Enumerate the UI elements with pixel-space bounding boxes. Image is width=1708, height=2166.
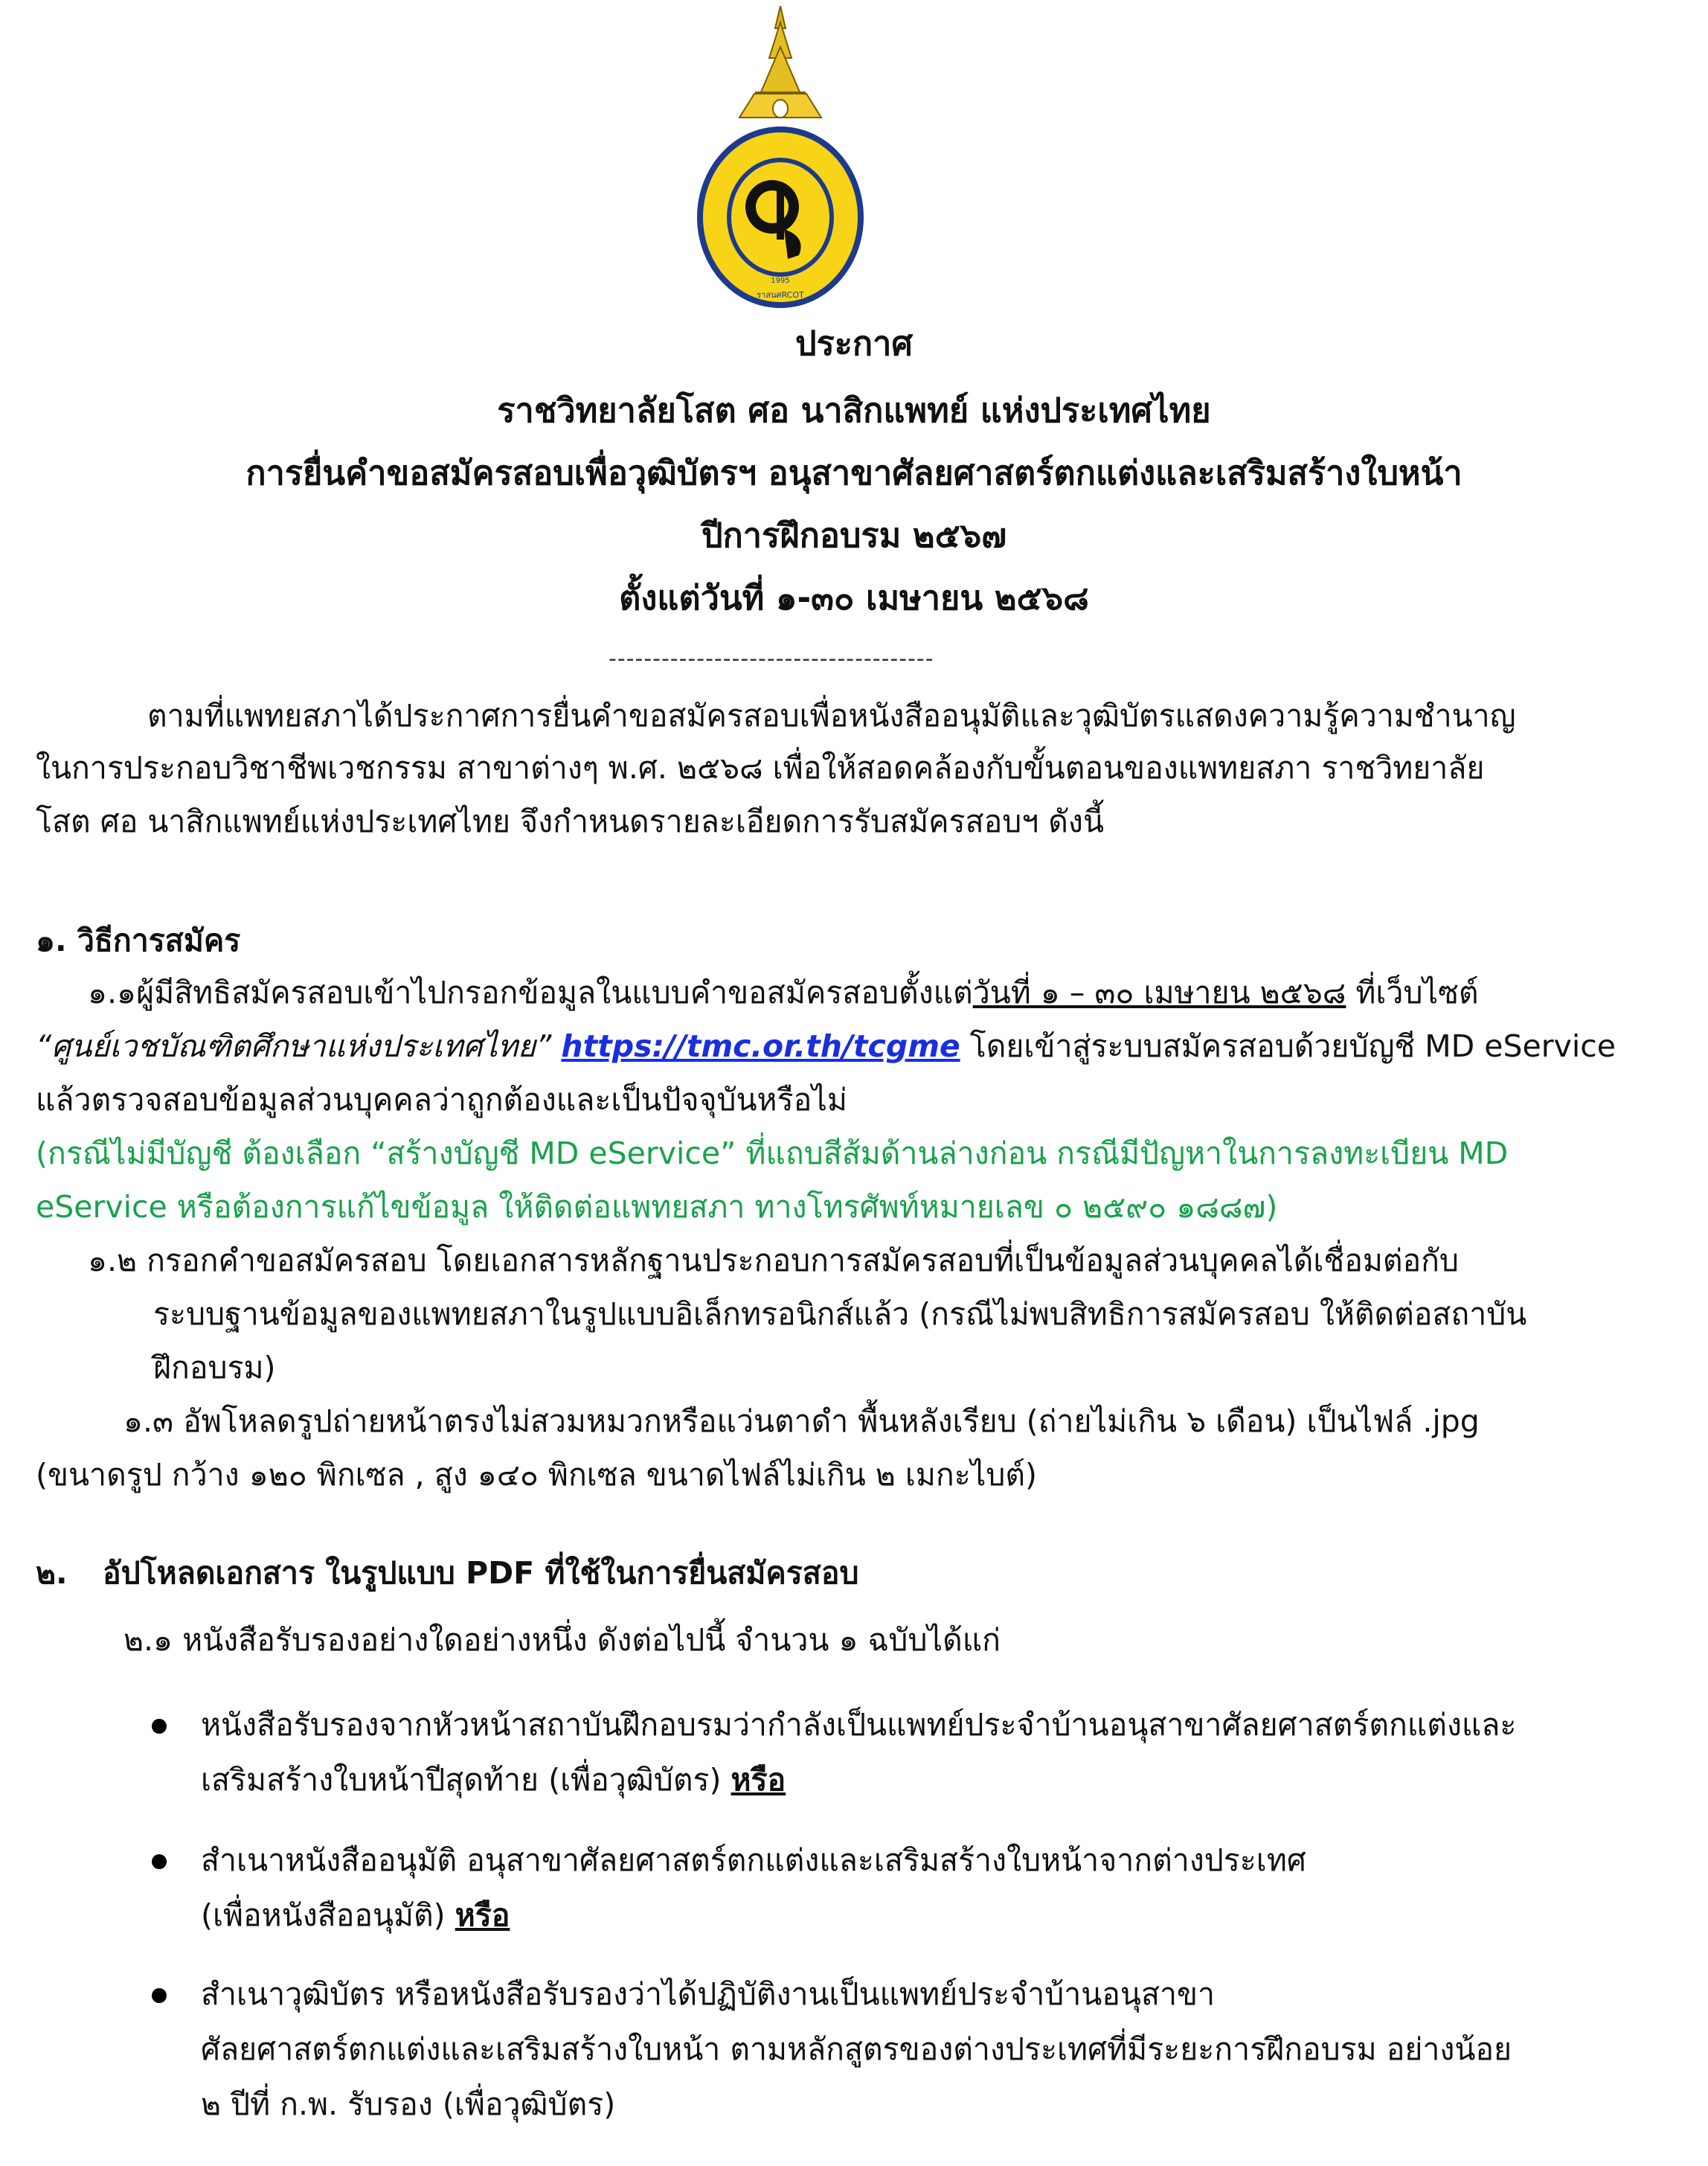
- announcement-subject: การยื่นคำขอสมัครสอบเพื่อวุฒิบัตรฯ อนุสาขาศัลยศาสตร์ตกแต่งและเสริมสร้างใบหน้า: [245, 453, 1463, 493]
- section-2-number: ๒.: [36, 1555, 68, 1591]
- bullet-3-line-1: สำเนาวุฒิบัตร หรือหนังสือรับรองว่าได้ปฏิบัติงานเป็นแพทย์ประจำบ้านอนุสาขา: [201, 1976, 1216, 2012]
- bullet-1-line-2: [201, 1759, 786, 1801]
- bullet-1-or: หรือ: [731, 1762, 786, 1798]
- crown-icon: [739, 6, 821, 118]
- bullet-icon: [152, 1854, 167, 1869]
- bullet-icon: [152, 1719, 167, 1734]
- bullet-2-line-1: สำเนาหนังสืออนุมัติ อนุสาขาศัลยศาสตร์ตกแต่งและเสริมสร้างใบหน้าจากต่างประเทศ: [201, 1842, 1306, 1878]
- training-year: ปีการฝึกอบรม ๒๕๖๗: [701, 516, 1007, 555]
- college-seal-logo: [695, 6, 866, 313]
- item-1-1-date: วันที่ ๑ – ๓๐ เมษายน ๒๕๖๘: [972, 975, 1346, 1010]
- header-divider: -------------------------------------: [609, 646, 934, 672]
- bullet-3-line-2: ศัลยศาสตร์ตกแต่งและเสริมสร้างใบหน้า ตามหลักสูตรของต่างประเทศที่มีระยะการฝึกอบรม อย่างน้อย: [201, 2031, 1512, 2067]
- svg-text:ราสนศRCOT: ราสนศRCOT: [757, 290, 804, 300]
- item-1-1-line-3: แล้วตรวจสอบข้อมูลส่วนบุคคลว่าถูกต้องและเป็นปัจจุบันหรือไม่: [36, 1082, 847, 1118]
- bullet-2-text: (เพื่อหนังสืออนุมัติ): [201, 1897, 455, 1933]
- tcgme-link[interactable]: https://tmc.or.th/tcgme: [561, 1028, 960, 1064]
- item-1-1-prefix: ๑.๑ผู้มีสิทธิสมัครสอบเข้าไปกรอกข้อมูลในแบบคำขอสมัครสอบตั้งแต่: [88, 975, 973, 1010]
- bullet-1-line-1: หนังสือรับรองจากหัวหน้าสถาบันฝึกอบรมว่ากำลังเป็นแพทย์ประจำบ้านอนุสาขาศัลยศาสตร์ตกแต่งและ: [201, 1707, 1517, 1743]
- section-1-heading: ๑. วิธีการสมัคร: [36, 923, 241, 958]
- bullet-icon: [152, 1988, 167, 2003]
- bullet-2-line-2: [201, 1894, 510, 1936]
- bullet-3-line-3: ๒ ปีที่ ก.พ. รับรอง (เพื่อวุฒิบัตร): [201, 2086, 616, 2122]
- application-period: ตั้งแต่วันที่ ๑-๓๐ เมษายน ๒๕๖๘: [619, 578, 1089, 618]
- section-2-heading: อัปโหลดเอกสาร ในรูปแบบ PDF ที่ใช้ในการยื่นสมัครสอบ: [103, 1555, 859, 1591]
- item-1-3-line-1: ๑.๓ อัพโหลดรูปถ่ายหน้าตรงไม่สวมหมวกหรือแว่นตาดำ พื้นหลังเรียบ (ถ่ายไม่เกิน ๖ เดือน) เป็นไฟล์ .jpg: [123, 1403, 1480, 1439]
- intro-line-2: ในการประกอบวิชาชีพเวชกรรม สาขาต่างๆ พ.ศ. ๒๕๖๘ เพื่อให้สอดคล้องกับขั้นตอนของแพทยสภา ราชวิทยาลัย: [36, 750, 1485, 786]
- item-1-1-suffix: ที่เว็บไซต์: [1346, 975, 1479, 1010]
- intro-line-3: โสต ศอ นาสิกแพทย์แห่งประเทศไทย จึงกำหนดรายละเอียดการรับสมัครสอบฯ ดังนี้: [36, 804, 1104, 839]
- site-name: “ศูนย์เวชบัณฑิตศึกษาแห่งประเทศไทย”: [36, 1028, 552, 1064]
- item-1-2-line-2: ระบบฐานข้อมูลของแพทยสภาในรูปแบบอิเล็กทรอนิกส์แล้ว (กรณีไม่พบสิทธิการสมัครสอบ ให้ติดต่อสถาบัน: [153, 1296, 1527, 1332]
- bullet-2-or: หรือ: [455, 1897, 510, 1933]
- bullet-1-text: เสริมสร้างใบหน้าปีสุดท้าย (เพื่อวุฒิบัตร): [201, 1762, 731, 1798]
- item-1-1-note-line-1: (กรณีไม่มีบัญชี ต้องเลือก “สร้างบัญชี MD eService” ที่แถบสีส้มด้านล่างก่อน กรณีมีปัญหาในการลงทะเบียน MD: [36, 1135, 1509, 1171]
- announcement-title: ประกาศ: [795, 324, 913, 363]
- item-2-1: ๒.๑ หนังสือรับรองอย่างใดอย่างหนึ่ง ดังต่อไปนี้ จำนวน ๑ ฉบับได้แก่: [123, 1622, 1001, 1658]
- item-1-1-line-2-rest: โดยเข้าสู่ระบบสมัครสอบด้วยบัญชี MD eService: [960, 1028, 1616, 1064]
- item-1-2-line-1: ๑.๒ กรอกคำขอสมัครสอบ โดยเอกสารหลักฐานประกอบการสมัครสอบที่เป็นข้อมูลส่วนบุคคลได้เชื่อมต่อกับ: [88, 1243, 1459, 1278]
- item-1-3-line-2: (ขนาดรูป กว้าง ๑๒๐ พิกเซล , สูง ๑๔๐ พิกเซล ขนาดไฟล์ไม่เกิน ๒ เมกะไบต์): [36, 1457, 1037, 1493]
- intro-line-1: ตามที่แพทยสภาได้ประกาศการยื่นคำขอสมัครสอบเพื่อหนังสืออนุมัติและวุฒิบัตรแสดงความรู้ความชำนาญ: [147, 698, 1516, 734]
- item-1-1-note-line-2: eService หรือต้องการแก้ไขข้อมูล ให้ติดต่อแพทยสภา ทางโทรศัพท์หมายเลข ๐ ๒๕๙๐ ๑๘๘๗): [36, 1189, 1278, 1225]
- item-1-1-line-2: [36, 1025, 1616, 1067]
- item-1-1-line-1: [88, 972, 1479, 1013]
- svg-text:1995: 1995: [771, 277, 790, 285]
- college-name: ราชวิทยาลัยโสต ศอ นาสิกแพทย์ แห่งประเทศไทย: [497, 391, 1211, 430]
- item-1-2-line-3: ฝึกอบรม): [153, 1350, 276, 1385]
